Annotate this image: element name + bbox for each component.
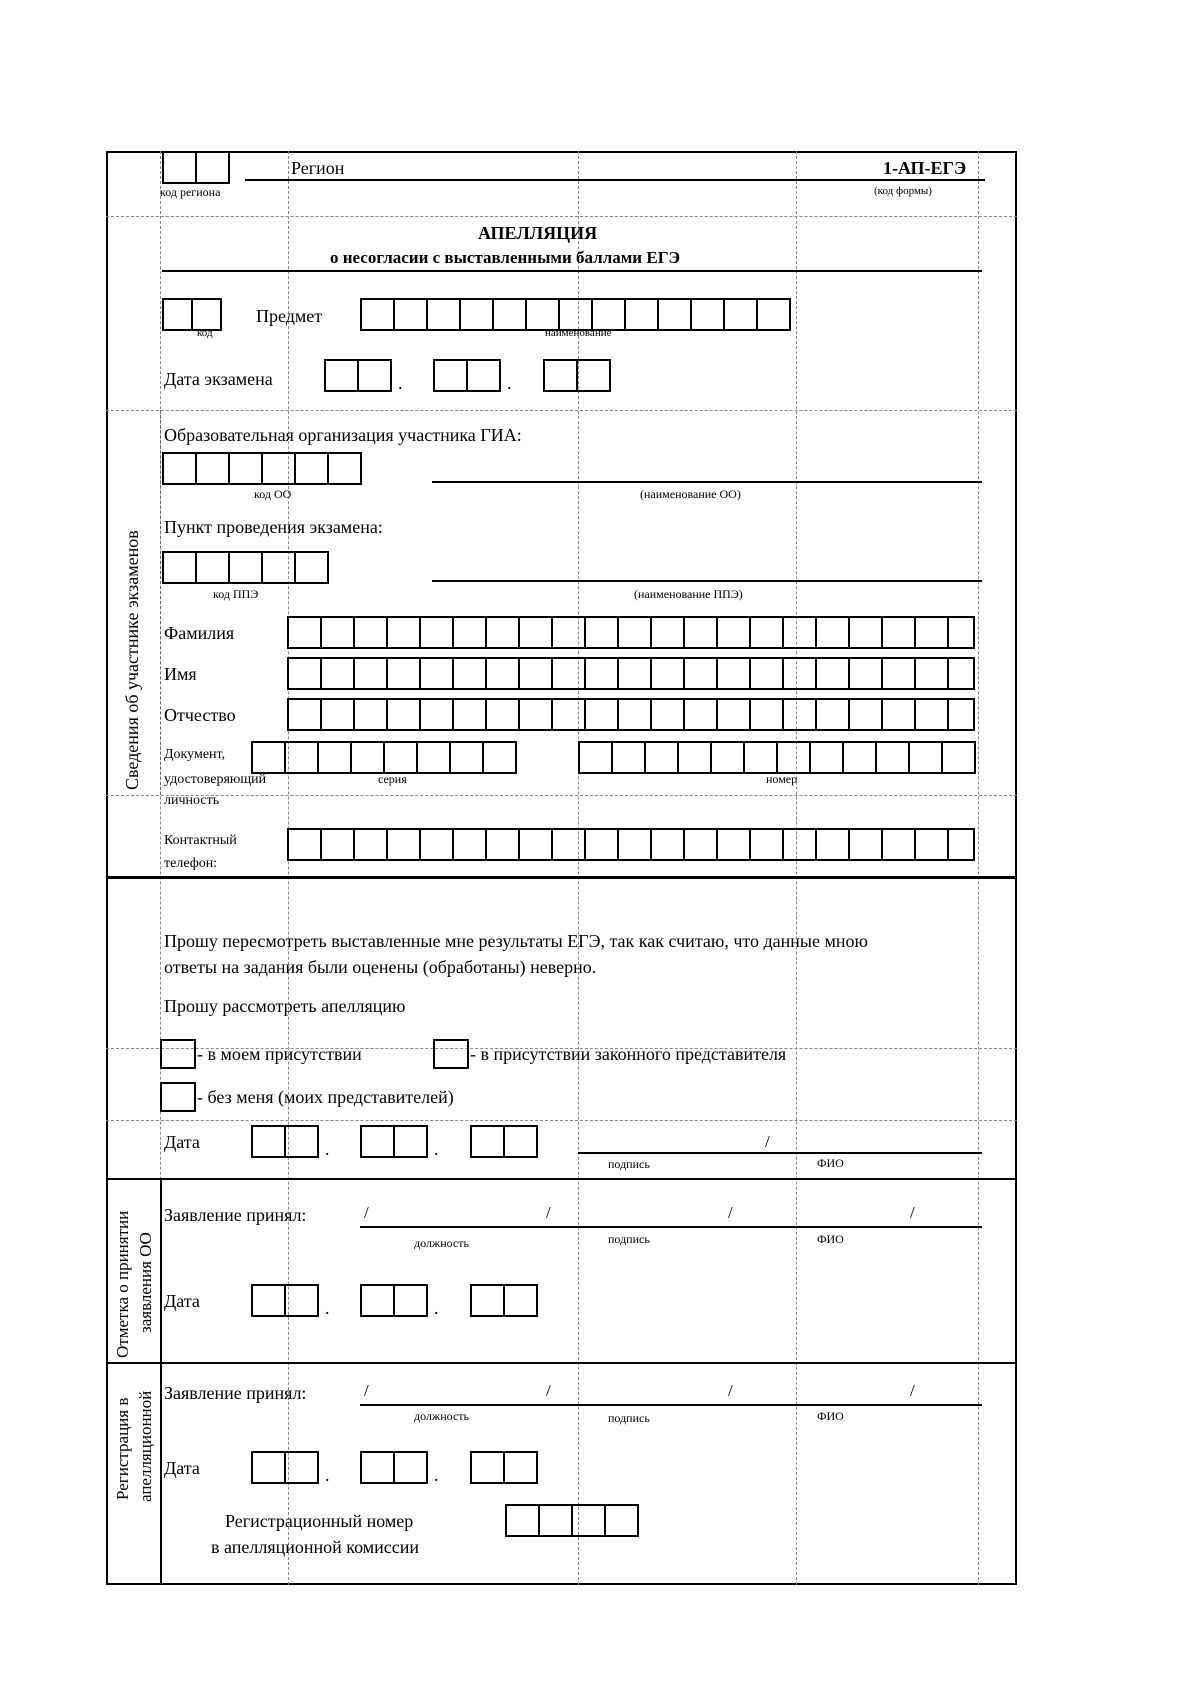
acceptance-section-title: заявления ОО bbox=[136, 1232, 155, 1333]
doc-number-boxes[interactable] bbox=[578, 741, 976, 774]
subject-code-boxes[interactable] bbox=[162, 298, 222, 331]
ppe-label: Пункт проведения экзамена: bbox=[164, 517, 383, 537]
slash: / bbox=[910, 1203, 915, 1222]
ppe-name-caption: (наименование ППЭ) bbox=[634, 587, 743, 601]
subject-name-caption: наименование bbox=[545, 327, 612, 339]
form-title: АПЕЛЛЯЦИЯ bbox=[478, 223, 598, 243]
title-underline bbox=[162, 270, 982, 272]
date-dot: . bbox=[434, 1139, 439, 1159]
registration-year-boxes[interactable] bbox=[470, 1451, 538, 1484]
slash: / bbox=[546, 1381, 551, 1400]
section-divider bbox=[160, 1178, 162, 1585]
name-boxes[interactable] bbox=[287, 657, 975, 690]
option-absent-checkbox[interactable] bbox=[160, 1082, 196, 1112]
exam-date-label: Дата экзамена bbox=[164, 369, 273, 389]
grid-line bbox=[796, 151, 797, 1585]
slash: / bbox=[728, 1381, 733, 1400]
exam-month-boxes[interactable] bbox=[433, 359, 501, 392]
series-caption: серия bbox=[378, 772, 407, 786]
grid-line bbox=[106, 410, 1017, 411]
org-code-caption: код ОО bbox=[254, 487, 292, 501]
number-caption: номер bbox=[766, 772, 798, 786]
registration-label: Заявление принял: bbox=[164, 1383, 307, 1403]
signature-caption: подпись bbox=[608, 1157, 650, 1171]
grid-line bbox=[288, 151, 289, 1585]
form-code: 1-АП-ЕГЭ bbox=[883, 158, 967, 178]
request-text: ответы на задания были оценены (обработаны) неверно. bbox=[164, 957, 597, 977]
region-code-boxes[interactable] bbox=[162, 151, 230, 184]
reg-number-boxes[interactable] bbox=[505, 1504, 639, 1537]
acceptance-date-label: Дата bbox=[164, 1291, 200, 1311]
reg-number-label: Регистрационный номер bbox=[225, 1511, 414, 1531]
slash: / bbox=[546, 1203, 551, 1222]
doc-series-boxes[interactable] bbox=[251, 741, 517, 774]
fio-caption: ФИО bbox=[817, 1409, 844, 1423]
doc-label: удостоверяющий bbox=[164, 772, 267, 787]
date-dot: . bbox=[325, 1298, 330, 1318]
name-label: Имя bbox=[164, 664, 197, 684]
slash: / bbox=[728, 1203, 733, 1222]
form-code-caption: (код формы) bbox=[874, 185, 932, 197]
date-dot: . bbox=[434, 1298, 439, 1318]
grid-line bbox=[106, 795, 1017, 796]
date-dot: . bbox=[434, 1465, 439, 1485]
registration-date-label: Дата bbox=[164, 1458, 200, 1478]
grid-line bbox=[978, 151, 979, 1585]
region-code-caption: код региона bbox=[160, 185, 221, 199]
acceptance-day-boxes[interactable] bbox=[251, 1284, 319, 1317]
request-month-boxes[interactable] bbox=[360, 1125, 428, 1158]
subject-label: Предмет bbox=[256, 306, 323, 326]
acceptance-label: Заявление принял: bbox=[164, 1205, 307, 1225]
acceptance-line bbox=[360, 1226, 982, 1228]
surname-boxes[interactable] bbox=[287, 616, 975, 649]
exam-year-boxes[interactable] bbox=[543, 359, 611, 392]
option-representative-checkbox[interactable] bbox=[433, 1039, 469, 1069]
option-representative-label: - в присутствии законного представителя bbox=[470, 1044, 787, 1064]
acceptance-section-title: Отметка о принятии bbox=[113, 1210, 132, 1358]
subject-code-caption: код bbox=[197, 327, 213, 339]
org-label: Образовательная организация участника ГИА: bbox=[164, 425, 522, 445]
signature-caption: подпись bbox=[608, 1411, 650, 1425]
fio-caption: ФИО bbox=[817, 1156, 844, 1170]
registration-line bbox=[360, 1404, 982, 1406]
exam-day-boxes[interactable] bbox=[324, 359, 392, 392]
org-name-line bbox=[432, 481, 982, 483]
ppe-code-boxes[interactable] bbox=[162, 551, 329, 584]
registration-section-title: апелляционной bbox=[136, 1390, 155, 1502]
request-bottom-line bbox=[106, 1178, 1017, 1180]
slash: / bbox=[910, 1381, 915, 1400]
acceptance-year-boxes[interactable] bbox=[470, 1284, 538, 1317]
registration-section-title: Регистрация в bbox=[113, 1397, 132, 1500]
date-dot: . bbox=[325, 1139, 330, 1159]
position-caption: должность bbox=[414, 1409, 469, 1423]
region-label: Регион bbox=[291, 158, 345, 178]
ppe-name-line bbox=[432, 580, 982, 582]
signature-caption: подпись bbox=[608, 1232, 650, 1246]
org-code-boxes[interactable] bbox=[162, 452, 362, 485]
doc-label: личность bbox=[164, 793, 220, 808]
date-dot: . bbox=[325, 1465, 330, 1485]
region-underline bbox=[245, 179, 985, 181]
patronymic-label: Отчество bbox=[164, 705, 236, 725]
slash: / bbox=[765, 1132, 770, 1151]
request-day-boxes[interactable] bbox=[251, 1125, 319, 1158]
participant-bottom-line bbox=[106, 876, 1017, 879]
signature-line bbox=[578, 1152, 982, 1154]
ppe-code-caption: код ППЭ bbox=[213, 587, 259, 601]
request-date-label: Дата bbox=[164, 1132, 200, 1152]
section-divider bbox=[160, 410, 161, 795]
participant-section-title: Сведения об участнике экзаменов bbox=[122, 530, 142, 790]
option-present-checkbox[interactable] bbox=[160, 1039, 196, 1069]
acceptance-bottom-line bbox=[106, 1362, 1017, 1364]
phone-label: телефон: bbox=[164, 856, 218, 871]
registration-month-boxes[interactable] bbox=[360, 1451, 428, 1484]
acceptance-month-boxes[interactable] bbox=[360, 1284, 428, 1317]
request-year-boxes[interactable] bbox=[470, 1125, 538, 1158]
date-dot: . bbox=[507, 373, 512, 393]
option-absent-label: - без меня (моих представителей) bbox=[197, 1087, 454, 1107]
position-caption: должность bbox=[414, 1236, 469, 1250]
surname-label: Фамилия bbox=[164, 623, 235, 643]
option-present-label: - в моем присутствии bbox=[197, 1044, 362, 1064]
date-dot: . bbox=[398, 373, 403, 393]
org-name-caption: (наименование ОО) bbox=[640, 487, 741, 501]
form-subtitle: о несогласии с выставленными баллами ЕГЭ bbox=[330, 248, 681, 267]
phone-boxes[interactable] bbox=[287, 828, 975, 861]
request-text: Прошу пересмотреть выставленные мне результаты ЕГЭ, так как считаю, что данные мною bbox=[164, 931, 868, 951]
grid-line bbox=[106, 216, 1017, 217]
reg-number-label: в апелляционной комиссии bbox=[211, 1537, 420, 1557]
consider-label: Прошу рассмотреть апелляцию bbox=[164, 996, 406, 1016]
patronymic-boxes[interactable] bbox=[287, 698, 975, 731]
doc-label: Документ, bbox=[164, 747, 226, 762]
slash: / bbox=[364, 1381, 369, 1400]
phone-label: Контактный bbox=[164, 833, 237, 848]
registration-day-boxes[interactable] bbox=[251, 1451, 319, 1484]
fio-caption: ФИО bbox=[817, 1232, 844, 1246]
grid-line bbox=[106, 1120, 1017, 1121]
slash: / bbox=[364, 1203, 369, 1222]
